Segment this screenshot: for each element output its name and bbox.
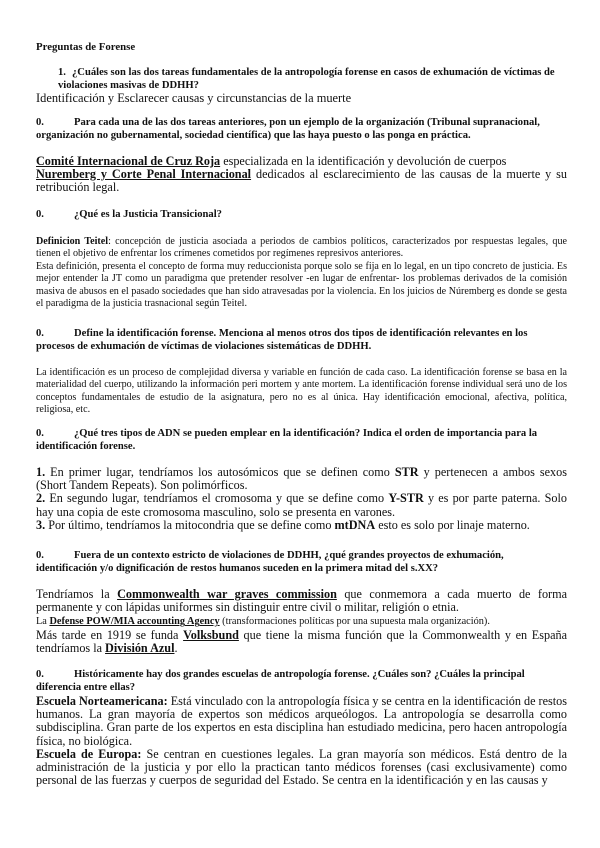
list-text: y es por parte paterna. Solo hay una copia de este cromosoma masculino, solo se presenta en varones.: [36, 491, 567, 519]
question-number: 0.: [36, 117, 44, 128]
question-4: [36, 328, 567, 353]
answer-term: Comité Internacional de Cruz Roja: [36, 154, 221, 168]
list-number: 1.: [36, 465, 46, 479]
question-6: [36, 550, 567, 575]
question-number: 0.: [36, 550, 44, 561]
answer-7: [36, 695, 567, 787]
list-term: mtDNA: [334, 517, 376, 532]
question-text: Para cada una de las dos tareas anteriores, pon un ejemplo de la organización (Tribunal supranacional, organización no gubernamental, sociedad científica) que las haya puesto o las ponga en práctica.: [36, 117, 540, 141]
question-1: [58, 67, 567, 92]
answer-term: Escuela Norteamericana:: [36, 694, 168, 708]
answer-text: (transformaciones políticas por una supuesta mala organización).: [219, 616, 490, 628]
list-text: En primer lugar, tendríamos los autosómicos que se definen como: [45, 465, 395, 479]
list-text: y pertenecen a ambos sexos (Short Tandem Repeats). Son polimórficos.: [36, 465, 567, 493]
answer-term: División Azul: [105, 640, 175, 655]
question-text: ¿Qué es la Justicia Transicional?: [74, 209, 222, 220]
answer-text: dedicados al esclarecimiento de las causas de la muerte y su retribución legal.: [36, 167, 567, 195]
answer-text: que tiene la misma función que la Commonwealth y en España tendríamos la: [36, 627, 567, 655]
answer-5: [36, 466, 567, 532]
list-text: En segundo lugar, tendríamos el cromosoma y que se define como: [45, 491, 389, 506]
question-number: 0.: [36, 209, 44, 220]
answer-text: especializada en la identificación y devolución de cuerpos: [220, 154, 507, 168]
answer-text: Más tarde en 1919 se funda: [36, 627, 184, 642]
answer-1: Identificación y Esclarecer causas y circunstancias de la muerte: [36, 91, 352, 105]
answer-3: [36, 236, 567, 310]
answer-term: Defense POW/MIA accounting Agency: [49, 616, 220, 628]
list-text: esto es solo por linaje materno.: [375, 517, 530, 532]
question-number: 0.: [36, 428, 44, 439]
answer-text: que conmemora a cada muerto de forma permanente y con lápidas uniformes sin distinguir entre civil o militar, religión o etnia.: [36, 587, 567, 615]
question-text: ¿Qué tres tipos de ADN se pueden emplear en la identificación? Indica el orden de importancia para la identificación forense.: [36, 428, 538, 452]
answer-4: La identificación es un proceso de complejidad diversa y variable en función de cada caso. La identificación forense se basa en la materialidad del cuerpo, utilizando la información peri mortem y ante mortem. La identificación forense individual será uno de los conceptos fundamentales de estudio de la asignatura, pero no es al única. Hay identificación emocional, afectiva, política, religiosa, etc.: [36, 367, 567, 416]
question-7: [36, 669, 567, 694]
answer-text: Está vinculado con la antropología física y se centra en la identificación de restos humanos. La gran mayoría de expertos son médicos arqueólogos. La antropología se desarrolla como subdisciplina. Gran parte de los expertos en esta disciplina han estudiado medicina, pero hacen antropología física, no biológica.: [36, 694, 567, 748]
answer-text: Se centran en cuestiones legales. La gran mayoría son médicos. Está dentro de la administración de la justicia y por ello la practican tanto médicos forenses (casi exclusivamente) como personal de las fuerzas y cuerpos de seguridad del Estado. Se centra en la identificación y en las causas y: [36, 746, 568, 788]
question-number: 0.: [36, 669, 44, 680]
answer-text: Tendríamos la: [36, 587, 118, 601]
question-text: Históricamente hay dos grandes escuelas de antropología forense. ¿Cuáles son? ¿Cuáles la principal diferencia entre ellas?: [36, 669, 525, 693]
answer-term: Commonwealth war graves commission: [117, 587, 337, 601]
document-title: Preguntas de Forense: [36, 41, 136, 53]
list-term: Y-STR: [388, 491, 424, 506]
answer-6: [36, 588, 567, 655]
question-text: Fuera de un contexto estricto de violaciones de DDHH, ¿qué grandes proyectos de exhumación, identificación y/o dignificación de restos humanos suceden en la primera mitad del s.XX?: [36, 550, 504, 574]
question-number: 0.: [36, 328, 44, 339]
answer-term: Definicion Teitel: [36, 236, 109, 247]
list-number: 2.: [36, 491, 46, 506]
answer-text: La: [36, 616, 50, 628]
question-5: [36, 428, 567, 453]
answer-term: Escuela de Europa:: [36, 746, 142, 761]
question-2: [36, 117, 567, 142]
answer-text: Esta definición, presenta el concepto de forma muy reduccionista porque solo se fija en lo legal, en un tipo concreto de justicia. Es mejor entender la JT como un paradigma que pretender resolver -en lugar de enfrentar- los problemas derivados de la comisión masiva de abusos en el pasado sociedades que han sido atravesadas por la violencia. En los juicios de Núremberg es donde se gesta el paradigma de la justicia trasnacional según Teitel.: [36, 260, 567, 310]
answer-text: : concepción de justicia asociada a periodos de cambios políticos, caracterizados por respuestas legales, que tienen el objetivo de enfrentar los crímenes cometidos por regímenes represivos anteriores.: [36, 236, 567, 260]
answer-term: Nuremberg y Corte Penal Internacional: [36, 167, 252, 182]
answer-text: .: [174, 640, 178, 655]
question-text: Define la identificación forense. Menciona al menos otros dos tipos de identificación relevantes en los procesos de exhumación de víctimas de violaciones sistemáticas de DDHH.: [36, 328, 528, 352]
list-text: Por último, tendríamos la mitocondria que se define como: [45, 517, 335, 532]
question-number: 1.: [58, 67, 66, 78]
question-text: ¿Cuáles son las dos tareas fundamentales de la antropología forense en casos de exhumación de víctimas de violaciones masivas de DDHH?: [58, 67, 555, 91]
list-term: STR: [394, 465, 419, 479]
answer-2: [36, 155, 567, 195]
answer-term: Volksbund: [183, 627, 239, 642]
question-3: [36, 209, 567, 222]
list-number: 3.: [36, 517, 46, 532]
